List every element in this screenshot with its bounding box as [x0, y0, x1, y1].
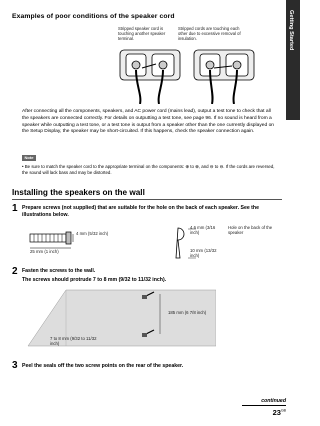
terminal-illustration [112, 40, 262, 104]
dim-protrusion: 7 to 8 mm (9/32 to 11/32 inch) [50, 336, 97, 346]
step-2-line-1: Fasten the screws to the wall. [22, 268, 96, 274]
heading-rule [12, 199, 282, 200]
step-1-number: 1 [12, 203, 18, 214]
page-number-suffix: GB [280, 408, 286, 413]
dim-hole-width: 4.6 mm (3/16 inch) [190, 225, 216, 235]
note-badge: Note [22, 155, 36, 161]
step-2-number: 2 [12, 266, 18, 277]
step-3-number: 3 [12, 360, 18, 371]
dim-hole-height: 10 mm (13/32 inch) [190, 248, 217, 258]
continued-rule [242, 405, 286, 406]
side-tab-label: Getting Started [288, 10, 294, 51]
page-number [273, 408, 286, 417]
body-paragraph: After connecting all the components, speakers, and AC power cord (mains lead), output a test tone to check that all the speakers are connected correctly. For details on outputting a test tone, see page 96. If no sound is heard from a speaker while outputting a test tone, or a test tone is output from a speaker other than the one currently displayed on the Setup Display, the speaker may be short-circuited. If this happens, check the speaker connection again. [22, 109, 275, 135]
terminal-block-right [194, 50, 254, 80]
step-2-line-2: The screws should protrude 7 to 8 mm (9/32 to 11/32 inch). [22, 277, 167, 283]
callout-right: Stripped cords are touching each other due to excessive removal of insulation. [178, 26, 241, 41]
page-number-value: 23 [272, 408, 281, 417]
dim-screw-spacing: 185 mm (6 7/8 inch) [168, 310, 207, 315]
note-text: • Be sure to match the speaker cord to the appropriate terminal on the components: ⊕ to ⊕, and ⊖ to ⊖. If the cords are reversed, the sound will lack bass and may be distorted. [22, 164, 275, 175]
dim-screw-diameter: 4 mm (5/32 inch) [76, 231, 109, 236]
callout-left: Stripped speaker cord is touching another speaker terminal. [118, 26, 166, 41]
hole-label: Hole on the back of the speaker [228, 225, 273, 235]
step-1-text: Prepare screws (not supplied) that are suitable for the hole on the back of each speaker. See the illustrations below. [22, 205, 259, 218]
step-3-text: Peel the seals off the two screw points on the rear of the speaker. [22, 363, 184, 369]
install-heading: Installing the speakers on the wall [12, 188, 145, 197]
side-tab [286, 0, 300, 120]
continued-label: continued [261, 398, 286, 404]
dim-screw-length: 25 mm (1 inch) [30, 249, 59, 254]
terminal-block-left [120, 50, 180, 80]
examples-heading: Examples of poor conditions of the speaker cord [12, 13, 175, 20]
